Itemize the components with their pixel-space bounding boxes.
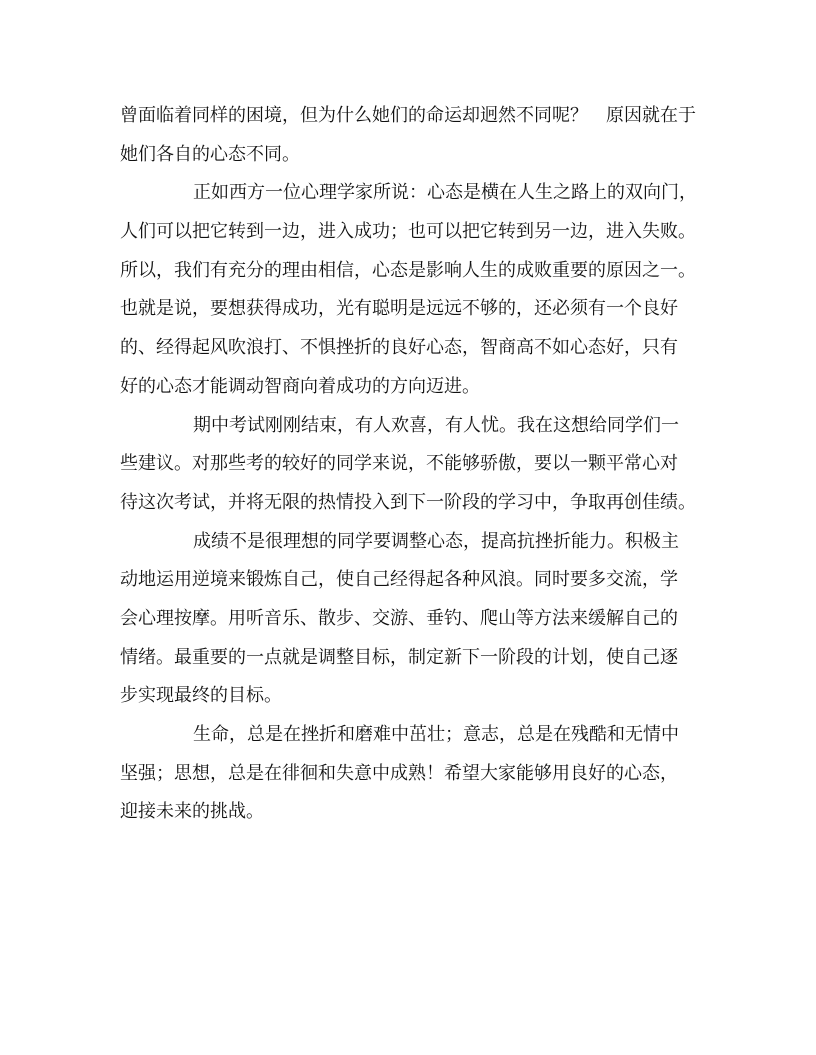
paragraph-line: 生命，总是在挫折和磨难中茁壮；意志，总是在残酷和无情中 [193,724,679,745]
paragraph-line: 动地运用逆境来锻炼自己，使自己经得起各种风浪。同时要多交流，学 [120,569,678,591]
paragraph-line: 她们各自的心态不同。 [120,143,300,165]
paragraph-line: 好的心态才能调动智商向着成功的方向迈进。 [120,375,480,397]
paragraph-line: 坚强；思想，总是在徘徊和失意中成熟！希望大家能够用良好的心态， [120,762,678,784]
paragraph-line: 迎接未来的挑战。 [120,801,264,823]
paragraph-2 [120,174,700,406]
paragraph-line: 人们可以把它转到一边，进入成功；也可以把它转到另一边，进入失败。 [120,221,696,243]
paragraph-line: 正如西方一位心理学家所说：心态是横在人生之路上的双向门， [193,182,697,204]
paragraph-line: 会心理按摩。用听音乐、散步、交游、垂钓、爬山等方法来缓解自己的 [120,607,678,629]
paragraph-line: 待这次考试，并将无限的热情投入到下一阶段的学习中，争取再创佳绩。 [120,491,696,513]
paragraph-3 [120,407,700,523]
paragraph-line: 所以，我们有充分的理由相信，心态是影响人生的成败重要的原因之一。 [120,259,696,281]
paragraph-line: 期中考试刚刚结束，有人欢喜，有人忧。我在这想给同学们一 [193,414,679,436]
paragraph-5 [120,716,700,832]
paragraph-line: 曾面临着同样的困境，但为什么她们的命运却迥然不同呢？ 原因就在于 [120,105,696,126]
document-body [120,97,700,832]
paragraph-line: 步实现最终的目标。 [120,685,282,707]
paragraph-line: 成绩不是很理想的同学要调整心态，提高抗挫折能力。积极主 [193,530,679,552]
paragraph-line: 的、经得起风吹浪打、不惧挫折的良好心态，智商高不如心态好，只有 [120,337,678,359]
paragraph-line: 也就是说，要想获得成功，光有聪明是远远不够的，还必须有一个良好 [120,298,678,320]
paragraph-line: 些建议。对那些考的较好的同学来说，不能够骄傲，要以一颗平常心对 [120,453,678,475]
paragraph-1 [120,97,700,174]
paragraph-line: 情绪。最重要的一点就是调整目标，制定新下一阶段的计划，使自己逐 [120,646,678,668]
paragraph-4 [120,523,700,716]
